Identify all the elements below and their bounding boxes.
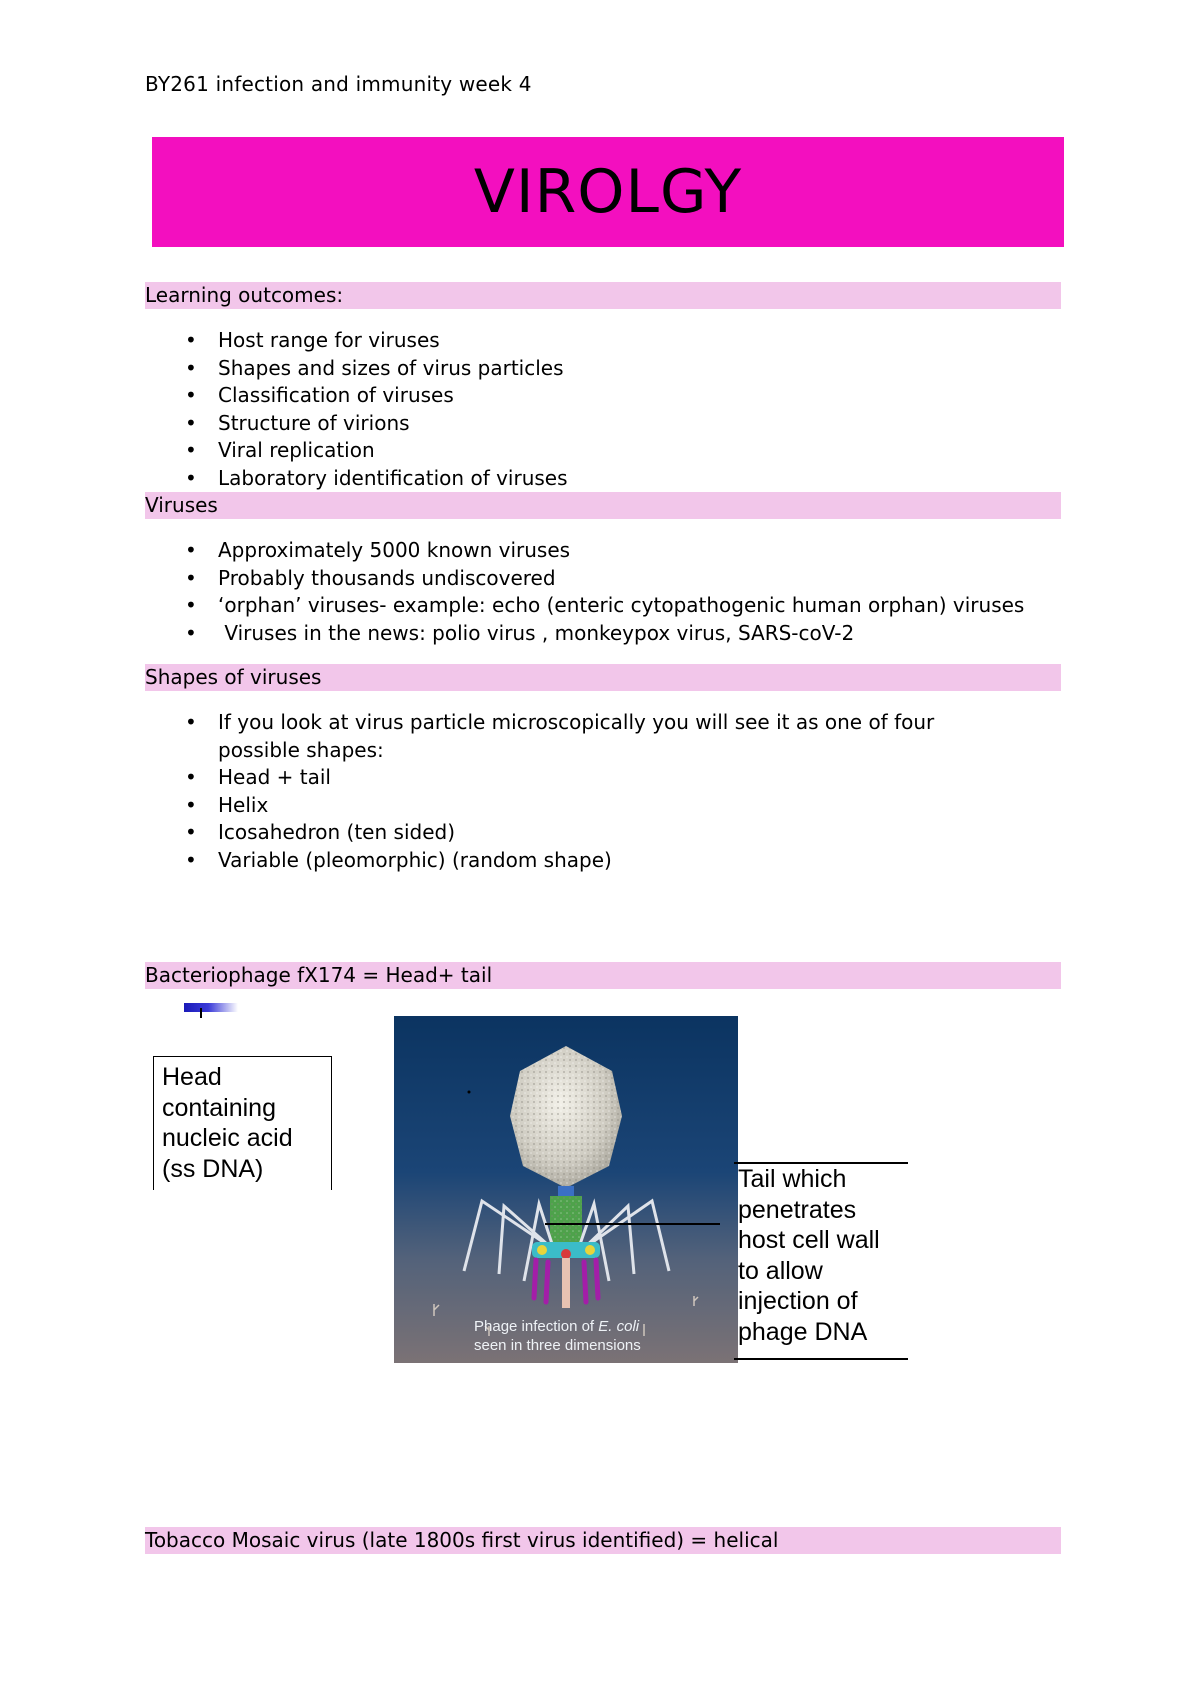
phage-figure (394, 1016, 738, 1363)
heading-tobacco-mosaic: Tobacco Mosaic virus (late 1800s first virus identified) = helical (145, 1527, 1061, 1554)
callout-rule-bottom (734, 1358, 908, 1360)
list-item-text: Structure of virions (218, 410, 410, 435)
bullet-icon: • (185, 620, 197, 645)
list-item (145, 410, 1045, 438)
callout-line: host cell wall (738, 1226, 880, 1255)
bullet-icon: • (185, 538, 197, 562)
viruses-list (145, 537, 1045, 647)
shapes-list (145, 709, 1045, 875)
callout-line: injection of (738, 1287, 858, 1316)
list-item (145, 819, 1045, 847)
list-item (145, 437, 1045, 465)
bullet-icon: • (185, 710, 197, 734)
list-item (145, 382, 1045, 410)
list-item-text: Helix (218, 792, 269, 817)
tail-callout-text (738, 1164, 880, 1348)
heading-viruses: Viruses (145, 492, 1061, 519)
list-item-text: Shapes and sizes of virus particles (218, 355, 564, 380)
bullet-icon: • (185, 410, 197, 435)
list-item (145, 620, 1045, 648)
bullet-icon: • (185, 465, 197, 490)
list-item-text: Viral replication (218, 438, 375, 463)
list-item-text: Approximately 5000 known viruses (218, 538, 571, 562)
marker-tick (200, 1008, 202, 1018)
list-item (145, 709, 1045, 764)
bullet-icon: • (185, 593, 197, 618)
figure-caption-1: Phage infection of (474, 1318, 595, 1335)
callout-line: containing (162, 1093, 276, 1122)
list-item (145, 355, 1045, 383)
list-item-text: Head + tail (218, 765, 331, 790)
callout-line: Head (162, 1063, 222, 1091)
bullet-icon: • (185, 383, 197, 408)
slide-marker-icon (184, 1003, 238, 1012)
bullet-icon: • (185, 847, 197, 872)
list-item (145, 764, 1045, 792)
bullet-icon: • (185, 820, 197, 845)
list-item (145, 537, 1045, 565)
figure-caption-2: seen in three dimensions (474, 1337, 641, 1354)
page-title: VIROLGY (473, 157, 743, 227)
heading-bacteriophage: Bacteriophage fX174 = Head+ tail (145, 962, 1061, 989)
list-item-text: ‘orphan’ viruses- example: echo (enteric cytopathogenic human orphan) viruses (218, 593, 1025, 618)
list-item-text: Variable (pleomorphic) (random shape) (218, 847, 612, 872)
bullet-icon: • (185, 438, 197, 463)
svg-text:Phage infection of E. coli (474, 1318, 640, 1335)
list-item-text: Host range for viruses (218, 328, 440, 352)
callout-line: penetrates (738, 1195, 857, 1224)
head-callout-box (153, 1056, 332, 1190)
learning-outcomes-list (145, 327, 1045, 493)
list-item-text: Laboratory identification of viruses (218, 465, 568, 490)
title-banner (152, 137, 1064, 247)
callout-line: (ss DNA) (162, 1154, 264, 1183)
callout-line: phage DNA (738, 1317, 868, 1346)
bullet-icon: • (185, 355, 197, 380)
list-item (145, 327, 1045, 355)
bullet-icon: • (185, 328, 197, 352)
list-item-text: Probably thousands undiscovered (218, 565, 556, 590)
callout-line: to allow (738, 1256, 823, 1285)
list-item (145, 847, 1045, 875)
list-item (145, 565, 1045, 593)
list-item-text: Icosahedron (ten sided) (218, 820, 455, 845)
callout-pointer-line (545, 1223, 720, 1225)
figure-caption-italic: E. coli (598, 1318, 640, 1335)
bullet-icon: • (185, 792, 197, 817)
heading-shapes: Shapes of viruses (145, 664, 1061, 691)
document-header: BY261 infection and immunity week 4 (145, 72, 532, 96)
list-item (145, 792, 1045, 820)
list-item-text: Classification of viruses (218, 383, 454, 408)
list-item (145, 465, 1045, 493)
heading-learning-outcomes: Learning outcomes: (145, 282, 1061, 309)
callout-line: Tail which (738, 1165, 847, 1193)
bullet-icon: • (185, 565, 197, 590)
list-item-text: If you look at virus particle microscopically you will see it as one of four possible shapes: (218, 710, 935, 762)
list-item-text: Viruses in the news: polio virus , monkeypox virus, SARS-coV-2 (218, 620, 855, 645)
callout-line: nucleic acid (162, 1124, 293, 1153)
head-callout-text (162, 1062, 293, 1184)
list-item (145, 592, 1045, 620)
bullet-icon: • (185, 765, 197, 790)
